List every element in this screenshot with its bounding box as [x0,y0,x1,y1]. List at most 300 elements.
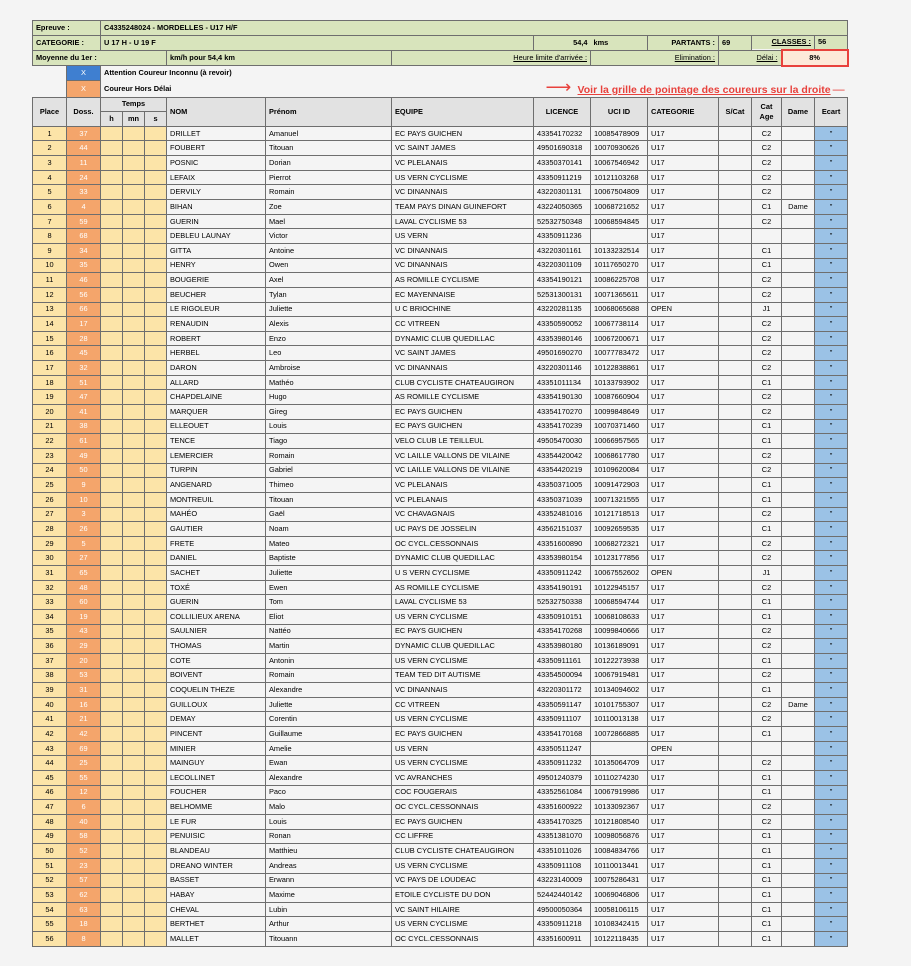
prenom-cell: Maxime [266,888,392,903]
uci-cell: 10101755307 [591,697,648,712]
ecart-cell: " [815,419,848,434]
place-cell: 33 [33,595,67,610]
table-row[interactable] [33,800,848,815]
doss-cell: 68 [67,229,101,244]
prenom-cell: Noam [266,522,392,537]
licence-cell: 43350911161 [534,653,591,668]
place-cell: 10 [33,258,67,273]
categorie-cell: U17 [648,858,719,873]
equipe-cell: US VERN CYCLISME [392,653,534,668]
prenom-cell: Titouann [266,932,392,947]
time-mn-cell [123,712,145,727]
catage-cell: C2 [752,551,782,566]
equipe-cell: VC LAILLE VALLONS DE VILAINE [392,448,534,463]
epreuve-label: Epreuve : [33,21,101,36]
doss-cell: 56 [67,287,101,302]
catage-cell: C1 [752,858,782,873]
scat-cell [719,888,752,903]
place-cell: 30 [33,551,67,566]
dame-cell [782,741,815,756]
uci-cell: 10110013441 [591,858,648,873]
table-row[interactable] [33,902,848,917]
table-row[interactable] [33,741,848,756]
dame-cell [782,185,815,200]
dame-cell [782,536,815,551]
time-s-cell [145,141,167,156]
doss-cell: 27 [67,551,101,566]
table-row[interactable] [33,141,848,156]
table-row[interactable] [33,785,848,800]
categorie-cell: U17 [648,478,719,493]
place-cell: 41 [33,712,67,727]
table-row[interactable] [33,653,848,668]
ecart-cell: " [815,448,848,463]
dame-cell [782,668,815,683]
scat-cell [719,712,752,727]
table-row[interactable] [33,302,848,317]
categorie-value: U 17 H - U 19 F [101,35,534,50]
time-mn-cell [123,858,145,873]
catage-cell: C1 [752,683,782,698]
doss-cell: 25 [67,756,101,771]
table-row[interactable] [33,771,848,786]
time-s-cell [145,888,167,903]
time-h-cell [101,258,123,273]
table-row[interactable] [33,258,848,273]
nom-cell: ROBERT [167,331,266,346]
uci-cell: 10122838861 [591,361,648,376]
table-row[interactable] [33,463,848,478]
uci-cell: 10085478909 [591,126,648,141]
equipe-cell: CC VITREEN [392,317,534,332]
prenom-cell: Arthur [266,917,392,932]
licence-cell: 43354500094 [534,668,591,683]
time-s-cell [145,683,167,698]
scat-cell [719,522,752,537]
ecart-cell: " [815,595,848,610]
time-s-cell [145,785,167,800]
prenom-cell: Gabriel [266,463,392,478]
time-s-cell [145,229,167,244]
table-row[interactable] [33,375,848,390]
ecart-cell: " [815,361,848,376]
prenom-cell: Martin [266,639,392,654]
doss-cell: 12 [67,785,101,800]
table-row[interactable] [33,844,848,859]
dame-cell [782,361,815,376]
place-cell: 45 [33,771,67,786]
table-row[interactable] [33,434,848,449]
scat-cell [719,595,752,610]
table-row[interactable] [33,405,848,420]
dame-cell [782,858,815,873]
uci-cell: 10086225708 [591,273,648,288]
scat-cell [719,170,752,185]
uci-cell: 10133793902 [591,375,648,390]
uci-cell: 10099840666 [591,624,648,639]
equipe-cell: AS ROMILLE CYCLISME [392,580,534,595]
licence-cell: 43354170239 [534,419,591,434]
doss-cell: 35 [67,258,101,273]
time-h-cell [101,653,123,668]
equipe-cell: VC DINANNAIS [392,243,534,258]
time-h-cell [101,844,123,859]
place-cell: 28 [33,522,67,537]
licence-cell: 43350911219 [534,170,591,185]
nom-cell: FOUBERT [167,141,266,156]
uci-cell: 10068272321 [591,536,648,551]
table-row[interactable] [33,697,848,712]
uci-cell: 10071365611 [591,287,648,302]
nom-cell: POSNIC [167,156,266,171]
prenom-cell: Victor [266,229,392,244]
doss-cell: 62 [67,888,101,903]
table-row[interactable] [33,756,848,771]
categorie-cell: U17 [648,317,719,332]
equipe-cell: US VERN CYCLISME [392,756,534,771]
doss-cell: 43 [67,624,101,639]
uci-cell [591,741,648,756]
uci-cell: 10122945157 [591,580,648,595]
nom-cell: SACHET [167,566,266,581]
table-row[interactable] [33,727,848,742]
time-mn-cell [123,609,145,624]
place-cell: 19 [33,390,67,405]
table-row[interactable] [33,273,848,288]
table-row[interactable] [33,346,848,361]
catage-cell: C1 [752,873,782,888]
doss-cell: 44 [67,141,101,156]
uci-cell: 10068721652 [591,200,648,215]
place-cell: 8 [33,229,67,244]
prenom-cell: Alexandre [266,683,392,698]
table-row[interactable] [33,639,848,654]
licence-cell: 43350911236 [534,229,591,244]
table-row[interactable] [33,317,848,332]
uci-cell: 10122273938 [591,653,648,668]
scat-cell [719,200,752,215]
col-prenom: Prénom [266,97,392,126]
ecart-cell: " [815,683,848,698]
uci-cell: 10136189091 [591,639,648,654]
doss-cell: 23 [67,858,101,873]
place-cell: 15 [33,331,67,346]
table-row[interactable] [33,287,848,302]
time-s-cell [145,902,167,917]
place-cell: 13 [33,302,67,317]
equipe-cell: US VERN CYCLISME [392,170,534,185]
dame-cell [782,302,815,317]
scat-cell [719,434,752,449]
time-s-cell [145,287,167,302]
time-mn-cell [123,536,145,551]
licence-cell: 43351600890 [534,536,591,551]
results-sheet [32,20,845,947]
table-row[interactable] [33,419,848,434]
time-s-cell [145,800,167,815]
table-row[interactable] [33,551,848,566]
time-h-cell [101,522,123,537]
table-row[interactable] [33,331,848,346]
time-s-cell [145,551,167,566]
licence-cell: 43224050365 [534,200,591,215]
catage-cell: C2 [752,361,782,376]
catage-cell: C2 [752,668,782,683]
time-h-cell [101,683,123,698]
time-mn-cell [123,668,145,683]
table-row[interactable] [33,595,848,610]
uci-cell: 10066957565 [591,434,648,449]
doss-cell: 4 [67,200,101,215]
dame-cell [782,785,815,800]
table-row[interactable] [33,185,848,200]
uci-cell: 10067919481 [591,668,648,683]
time-h-cell [101,624,123,639]
categorie-label: CATEGORIE : [33,35,101,50]
catage-cell: C2 [752,756,782,771]
uci-cell: 10099848649 [591,405,648,420]
dame-cell [782,405,815,420]
results-table [32,20,849,947]
place-cell: 3 [33,156,67,171]
table-row[interactable] [33,858,848,873]
time-s-cell [145,346,167,361]
ecart-cell: " [815,639,848,654]
catage-cell: C1 [752,888,782,903]
equipe-cell: OC CYCL.CESSONNAIS [392,800,534,815]
table-row[interactable] [33,170,848,185]
time-mn-cell [123,302,145,317]
time-mn-cell [123,917,145,932]
nom-cell: DEMAY [167,712,266,727]
ecart-cell: " [815,156,848,171]
table-row[interactable] [33,609,848,624]
catage-cell: J1 [752,302,782,317]
table-row[interactable] [33,492,848,507]
table-row[interactable] [33,229,848,244]
place-cell: 34 [33,609,67,624]
time-mn-cell [123,258,145,273]
table-row[interactable] [33,507,848,522]
categorie-cell: U17 [648,185,719,200]
scat-cell [719,756,752,771]
doss-cell: 53 [67,668,101,683]
time-h-cell [101,551,123,566]
time-mn-cell [123,141,145,156]
table-row[interactable] [33,566,848,581]
time-h-cell [101,141,123,156]
table-row[interactable] [33,932,848,947]
place-cell: 29 [33,536,67,551]
doss-cell: 32 [67,361,101,376]
col-dame: Dame [782,97,815,126]
table-row[interactable] [33,522,848,537]
scat-cell [719,375,752,390]
catage-cell: C1 [752,243,782,258]
equipe-cell: VC SAINT JAMES [392,346,534,361]
delai-value: 8% [782,50,848,66]
prenom-cell: Alexis [266,317,392,332]
results-rows [33,126,848,946]
time-mn-cell [123,873,145,888]
time-s-cell [145,624,167,639]
licence-cell: 43223140009 [534,873,591,888]
table-row[interactable] [33,683,848,698]
nom-cell: GITTA [167,243,266,258]
moyenne-label: Moyenne du 1er : [33,50,167,66]
place-cell: 26 [33,492,67,507]
col-ecart: Ecart [815,97,848,126]
legend-unknown-mark: X [67,66,101,81]
categorie-cell: U17 [648,492,719,507]
prenom-cell: Alexandre [266,771,392,786]
ecart-cell: " [815,302,848,317]
table-row[interactable] [33,712,848,727]
time-s-cell [145,595,167,610]
place-cell: 25 [33,478,67,493]
ecart-cell: " [815,214,848,229]
prenom-cell: Romain [266,668,392,683]
table-row[interactable] [33,214,848,229]
table-row[interactable] [33,668,848,683]
table-row[interactable] [33,536,848,551]
place-cell: 37 [33,653,67,668]
catage-cell: C1 [752,419,782,434]
table-row[interactable] [33,814,848,829]
scat-cell [719,331,752,346]
doss-cell: 18 [67,917,101,932]
table-row[interactable] [33,390,848,405]
scat-cell [719,785,752,800]
ecart-cell: " [815,844,848,859]
categorie-cell: U17 [648,200,719,215]
ecart-cell: " [815,902,848,917]
licence-cell: 43220301109 [534,258,591,273]
catage-cell: C1 [752,902,782,917]
time-mn-cell [123,800,145,815]
time-s-cell [145,712,167,727]
table-row[interactable] [33,448,848,463]
nom-cell: BELHOMME [167,800,266,815]
place-cell: 56 [33,932,67,947]
time-mn-cell [123,551,145,566]
licence-cell: 43350371005 [534,478,591,493]
nom-cell: TENCE [167,434,266,449]
ecart-cell: " [815,185,848,200]
uci-cell: 10135064709 [591,756,648,771]
nom-cell: DERVILY [167,185,266,200]
catage-cell: C1 [752,727,782,742]
dame-cell [782,595,815,610]
dame-cell: Dame [782,200,815,215]
ecart-cell: " [815,771,848,786]
scat-cell [719,214,752,229]
ecart-cell: " [815,200,848,215]
table-row[interactable] [33,873,848,888]
time-mn-cell [123,756,145,771]
scat-cell [719,580,752,595]
equipe-cell: US VERN [392,741,534,756]
dame-cell [782,932,815,947]
table-row[interactable] [33,478,848,493]
licence-cell: 43350911107 [534,712,591,727]
nom-cell: COQUELIN THEZE [167,683,266,698]
nom-cell: HERBEL [167,346,266,361]
ecart-cell: " [815,932,848,947]
uci-cell: 10069046806 [591,888,648,903]
place-cell: 43 [33,741,67,756]
ecart-cell: " [815,566,848,581]
table-row[interactable] [33,126,848,141]
licence-cell: 43350371039 [534,492,591,507]
table-row[interactable] [33,917,848,932]
dame-cell [782,126,815,141]
categorie-cell: U17 [648,624,719,639]
equipe-cell: EC PAYS GUICHEN [392,814,534,829]
table-row[interactable] [33,829,848,844]
time-mn-cell [123,902,145,917]
catage-cell: C1 [752,771,782,786]
place-cell: 11 [33,273,67,288]
dame-cell [782,170,815,185]
catage-cell: C2 [752,507,782,522]
scat-cell [719,741,752,756]
epreuve-row [33,21,848,36]
time-s-cell [145,200,167,215]
table-row[interactable] [33,361,848,376]
time-h-cell [101,712,123,727]
uci-cell: 10133232514 [591,243,648,258]
scat-cell [719,229,752,244]
prenom-cell: Juliette [266,302,392,317]
prenom-cell: Axel [266,273,392,288]
prenom-cell: Louis [266,814,392,829]
table-row[interactable] [33,624,848,639]
doss-cell: 49 [67,448,101,463]
table-row[interactable] [33,243,848,258]
table-row[interactable] [33,200,848,215]
doss-cell: 9 [67,478,101,493]
scat-cell [719,668,752,683]
time-mn-cell [123,492,145,507]
ecart-cell: " [815,551,848,566]
time-mn-cell [123,624,145,639]
uci-cell: 10109620084 [591,463,648,478]
table-row[interactable] [33,580,848,595]
scat-cell [719,287,752,302]
catage-cell: C1 [752,829,782,844]
equipe-cell: US VERN CYCLISME [392,712,534,727]
prenom-cell: Romain [266,185,392,200]
licence-cell: 43354170268 [534,624,591,639]
time-mn-cell [123,419,145,434]
nom-cell: TURPIN [167,463,266,478]
catage-cell: C2 [752,639,782,654]
time-mn-cell [123,273,145,288]
table-row[interactable] [33,888,848,903]
catage-cell: C1 [752,653,782,668]
nom-cell: DRILLET [167,126,266,141]
catage-cell: C2 [752,214,782,229]
equipe-cell: CLUB CYCLISTE CHATEAUGIRON [392,375,534,390]
time-h-cell [101,478,123,493]
ecart-cell: " [815,346,848,361]
table-row[interactable] [33,156,848,171]
nom-cell: FOUCHER [167,785,266,800]
time-mn-cell [123,653,145,668]
place-cell: 7 [33,214,67,229]
equipe-cell: EC PAYS GUICHEN [392,126,534,141]
